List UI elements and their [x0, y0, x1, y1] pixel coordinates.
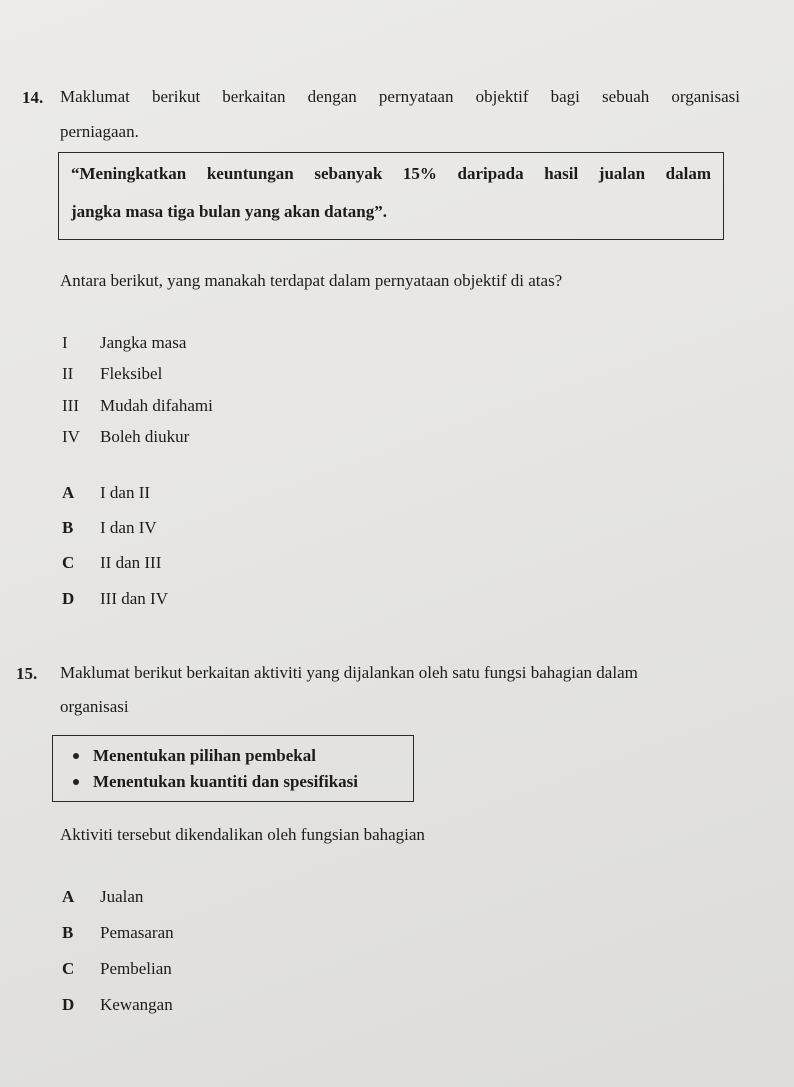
- question-15-prompt: Aktiviti tersebut dikendalikan oleh fungsian bahagian: [60, 825, 425, 844]
- statement-key: I: [62, 333, 68, 352]
- question-14-objective-box: [58, 152, 724, 240]
- question-15-activity-box: [52, 735, 414, 802]
- option-text: Pemasaran: [100, 923, 174, 942]
- objective-box-line2: jangka masa tiga bulan yang akan datang”.: [71, 202, 388, 221]
- option-text: Pembelian: [100, 959, 172, 978]
- bullet-dot-icon: [73, 779, 79, 785]
- statement-text: Boleh diukur: [100, 427, 190, 446]
- option-text: III dan IV: [100, 589, 168, 608]
- option-text: I dan II: [100, 483, 151, 502]
- question-14-stem-line2: perniagaan.: [60, 122, 139, 141]
- option-key: B: [62, 923, 74, 942]
- statement-key: IV: [62, 427, 80, 446]
- statement-text: Mudah difahami: [100, 396, 213, 415]
- question-14-prompt: Antara berikut, yang manakah terdapat dalam pernyataan objektif di atas?: [60, 271, 563, 290]
- option-key: A: [62, 887, 75, 906]
- statement-key: II: [62, 364, 74, 383]
- question-15-stem-line2: organisasi: [60, 697, 129, 716]
- option-key: D: [62, 995, 75, 1014]
- option-text: II dan III: [100, 553, 162, 572]
- question-15-number: 15.: [16, 664, 38, 683]
- question-14-number: 14.: [22, 88, 44, 107]
- option-text: I dan IV: [100, 518, 157, 537]
- option-text: Kewangan: [100, 995, 173, 1014]
- objective-box-line1: “Meningkatkan keuntungan sebanyak 15% daripada hasil jualan dalam: [71, 164, 711, 183]
- question-15-stem-line1: Maklumat berikut berkaitan aktiviti yang dijalankan oleh satu fungsi bahagian dalam: [60, 663, 638, 682]
- option-key: C: [62, 959, 75, 978]
- activity-bullet: [73, 746, 316, 766]
- bullet-dot-icon: [73, 753, 79, 759]
- activity-bullet-text: Menentukan kuantiti dan spesifikasi: [93, 772, 358, 791]
- statement-text: Jangka masa: [100, 333, 187, 352]
- question-14-stem-line1: Maklumat berikut berkaitan dengan pernyataan objektif bagi sebuah organisasi: [60, 87, 740, 106]
- option-text: Jualan: [100, 887, 144, 906]
- option-key: A: [62, 483, 75, 502]
- option-key: D: [62, 589, 75, 608]
- option-key: C: [62, 553, 75, 572]
- statement-text: Fleksibel: [100, 364, 163, 383]
- activity-bullet: [73, 772, 358, 792]
- option-key: B: [62, 518, 74, 537]
- statement-key: III: [62, 396, 79, 415]
- activity-bullet-text: Menentukan pilihan pembekal: [93, 746, 316, 765]
